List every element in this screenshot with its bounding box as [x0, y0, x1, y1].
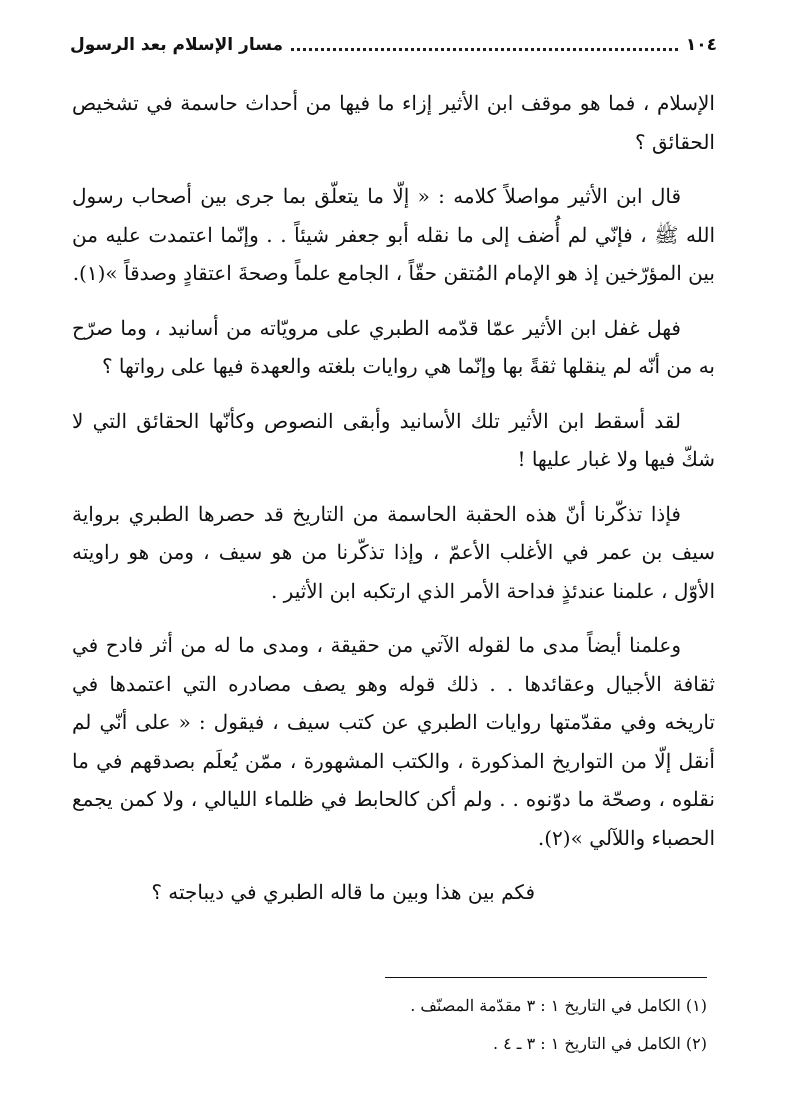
footnotes: [80, 990, 707, 1066]
paragraph: فإذا تذكّرنا أنّ هذه الحقبة الحاسمة من التاريخ قد حصرها الطبري برواية سيف بن عمر في الأغلب الأعمّ ، وإذا تذكّرنا من هو سيف ، ومن هو راويته الأوّل ، علمنا عندئذٍ فداحة الأمر الذي ارتكبه ابن الأثير .: [72, 501, 715, 603]
book-title: مسار الإسلام بعد الرسول: [70, 35, 284, 55]
running-head: [70, 30, 717, 56]
footnote-2: (٢) الكامل في التاريخ ١ : ٣ ـ ٤ .: [492, 1034, 707, 1053]
paragraph-continuation: الإسلام ، فما هو موقف ابن الأثير إزاء ما فيها من أحداث حاسمة في تشخيص الحقائق ؟: [72, 91, 715, 154]
footnote-divider: [385, 977, 707, 978]
paragraph: فهل غفل ابن الأثير عمّا قدّمه الطبري على مرويّاته من أسانيد ، وما صرّح به من أنّه لم ينقلها ثقةً بها وإنّما هي روايات بلغته والعهدة فيها على رواتها ؟: [72, 315, 715, 378]
dotted-leader: [291, 48, 678, 51]
paragraph: لقد أسقط ابن الأثير تلك الأسانيد وأبقى النصوص وكأنّها الحقائق التي لا شكّ فيها ولا غبار عليها !: [72, 408, 715, 471]
page-number: ١٠٤: [685, 35, 717, 55]
footnote-1: (١) الكامل في التاريخ ١ : ٣ مقدّمة المصنّف .: [410, 996, 707, 1015]
body-text: [72, 84, 715, 928]
closing-question: فكم بين هذا وبين ما قاله الطبري في ديباجته ؟: [151, 880, 535, 904]
paragraph: وعلمنا أيضاً مدى ما لقوله الآتي من حقيقة ، ومدى ما له من أثر فادح في ثقافة الأجيال وعقائدها . . ذلك قوله وهو يصف مصادره التي اعتمدها في تاريخه وفي مقدّمتها روايات الطبري عن كتب سيف ، فيقول : « على أنّي لم أنقل إلّا من التواريخ المذكورة ، والكتب المشهورة ، ممّن يُعلَم بصدقهم في ما نقلوه ، وصحّة ما دوّنوه . . ولم أكن كالحابط في ظلماء الليالي ، ولا كمن يجمع الحصباء واللآلي »(٢).: [72, 633, 716, 850]
paragraph: قال ابن الأثير مواصلاً كلامه : « إلّا ما يتعلّق بما جرى بين أصحاب رسول الله ﷺ ، فإنّي لم أُضف إلى ما نقله أبو جعفر شيئاً . . وإنّما اعتمدت عليه من بين المؤرّخين إذ هو الإمام المُتقن حقّاً ، الجامع علماً وصحةَ اعتقادٍ وصدقاً »(١).: [72, 184, 715, 285]
